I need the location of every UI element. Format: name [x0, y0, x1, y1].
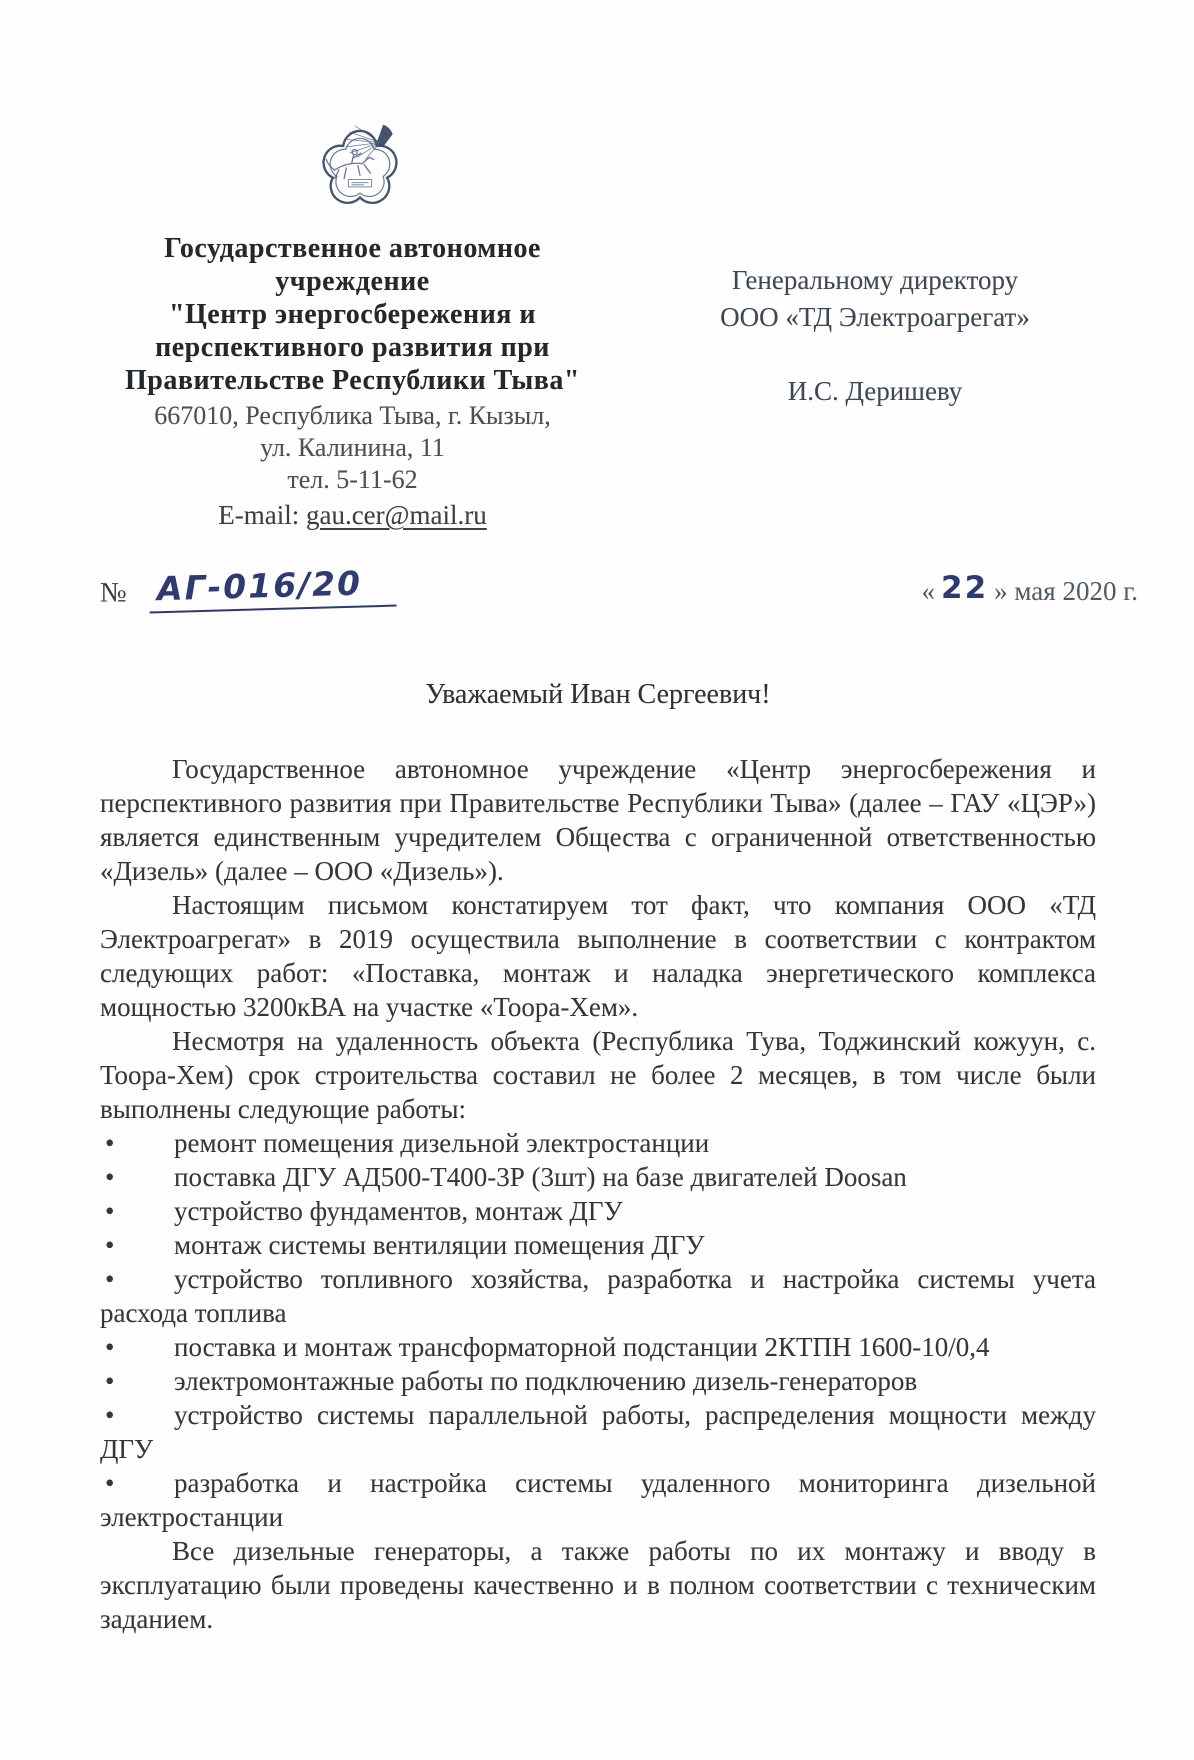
list-item-text: устройство топливного хозяйства, разработка и настройка системы учета расхода топлива: [100, 1264, 1096, 1328]
date-rest: » мая 2020 г.: [994, 576, 1138, 606]
phone-line: тел. 5-11-62: [287, 465, 418, 494]
list-item-text: устройство системы параллельной работы, распределения мощности между ДГУ: [100, 1400, 1096, 1464]
date-line: [922, 572, 1138, 608]
list-item: [100, 1364, 1096, 1398]
bullet-icon: •: [105, 1264, 115, 1294]
bullet-icon: •: [105, 1468, 115, 1498]
email-link[interactable]: gau.cer@mail.ru: [305, 500, 487, 530]
reference-line: [100, 563, 1138, 626]
bullet-icon: •: [105, 1332, 115, 1362]
bullet-icon: •: [105, 1400, 115, 1430]
list-item-text: разработка и настройка системы удаленного мониторинга дизельной электростанции: [100, 1468, 1096, 1532]
org-line: "Центр энергосбережения и: [168, 299, 537, 330]
org-line: перспективного развития при: [155, 332, 550, 363]
works-list: [100, 1126, 1096, 1534]
list-item: [100, 1398, 1096, 1466]
list-item: [100, 1126, 1096, 1160]
org-line: Государственное автономное: [164, 233, 541, 264]
list-item-text: монтаж системы вентиляции помещения ДГУ: [174, 1230, 705, 1260]
handwritten-date-day: 22: [941, 570, 989, 606]
bullet-icon: •: [105, 1230, 115, 1260]
paragraph-remote-site: Несмотря на удаленность объекта (Республика Тува, Тоджинский кожуун, с. Тоора-Хем) срок строительства составил не более 2 месяцев, в том числе были выполнены следующие работы:: [100, 1026, 1096, 1124]
list-item-text: поставка ДГУ АД500-Т400-3Р (3шт) на базе двигателей Doosan: [174, 1162, 907, 1192]
list-item: [100, 1262, 1096, 1330]
letterhead-org-name: [100, 232, 605, 397]
list-item: [100, 1330, 1096, 1364]
org-line: Правительстве Республики Тыва": [125, 365, 580, 396]
list-item-text: поставка и монтаж трансформаторной подстанции 2КТПН 1600-10/0,4: [174, 1332, 990, 1362]
paragraph-closing: Все дизельные генераторы, а также работы по их монтажу и вводу в эксплуатацию были проведены качественно и в полном соответствии с техническим заданием.: [100, 1536, 1096, 1634]
list-item-text: ремонт помещения дизельной электростанции: [174, 1128, 710, 1158]
salutation: Уважаемый Иван Сергеевич!: [425, 679, 771, 710]
tuva-horseman-emblem-logo: [296, 112, 424, 228]
list-item: [100, 1466, 1096, 1534]
handwritten-outgoing-number: АГ-016/20: [148, 563, 396, 614]
paragraph-founder: Государственное автономное учреждение «Центр энергосбережения и перспективного развития при Правительстве Республики Тыва» (далее – ГАУ «ЦЭР») является единственным учредителем Общества с ограниченной ответственностью «Дизель» (далее – ООО «Дизель»).: [100, 754, 1096, 886]
recipient-title: Генеральному директору: [731, 265, 1019, 295]
bullet-icon: •: [105, 1366, 115, 1396]
email-label: E-mail:: [218, 500, 306, 530]
letterhead-email-line: [100, 500, 605, 531]
list-item: [100, 1228, 1096, 1262]
bullet-icon: •: [105, 1162, 115, 1192]
date-open-quote: «: [921, 576, 936, 606]
list-item: [100, 1160, 1096, 1194]
letterhead-address: [100, 400, 605, 496]
paragraph-contract: Настоящим письмом констатируем тот факт, что компания ООО «ТД Электроагрегат» в 2019 осуществила выполнение в соответствии с контрактом следующих работ: «Поставка, монтаж и наладка энергетического комплекса мощностью 3200кВА на участке «Тоора-Хем».: [100, 890, 1096, 1022]
emblem-banner: [348, 179, 371, 186]
list-item-text: устройство фундаментов, монтаж ДГУ: [174, 1196, 623, 1226]
list-item-text: электромонтажные работы по подключению дизель-генераторов: [174, 1366, 918, 1396]
recipient-spacer: [655, 336, 1095, 373]
bullet-icon: •: [105, 1196, 115, 1226]
recipient-block: [655, 262, 1095, 410]
bullet-icon: •: [105, 1128, 115, 1158]
org-line: учреждение: [275, 266, 430, 297]
number-sign: №: [100, 577, 127, 609]
list-item: [100, 1194, 1096, 1228]
recipient-company: ООО «ТД Электроагрегат»: [720, 302, 1030, 332]
address-line: 667010, Республика Тыва, г. Кызыл,: [154, 401, 551, 430]
recipient-person-name: И.С. Деришеву: [787, 376, 963, 406]
address-line: ул. Калинина, 11: [260, 433, 445, 462]
